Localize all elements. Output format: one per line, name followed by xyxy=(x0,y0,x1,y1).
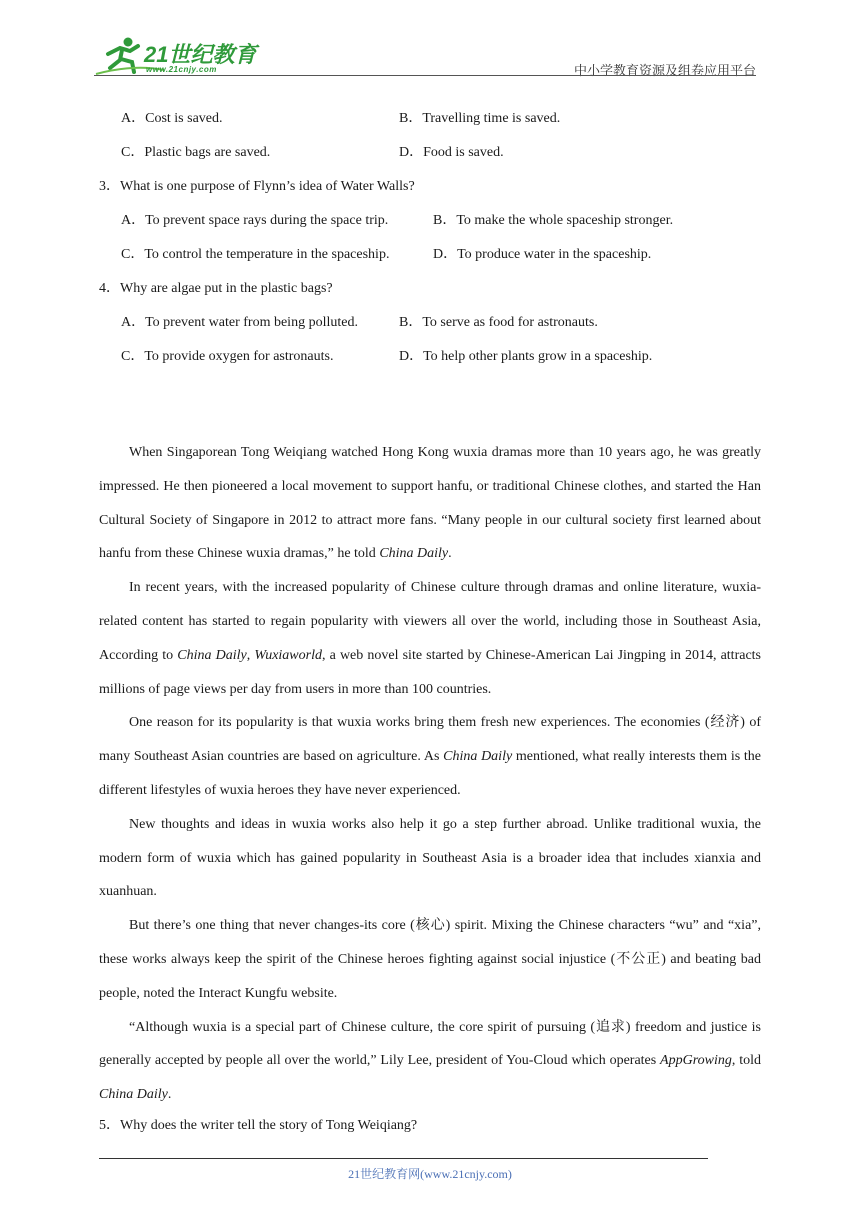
q3-option-b: B．To make the whole spaceship stronger. xyxy=(433,213,674,228)
p2-end: , a web novel site started by Chinese-American Lai Jingping in 2014, attracts millions of page views per day from users in more than 100 countries. xyxy=(99,647,761,697)
paragraph-3 xyxy=(99,706,761,807)
q3-stem: 3．What is one purpose of Flynn’s idea of Water Walls? xyxy=(99,179,415,194)
reading-passage xyxy=(99,436,761,1112)
q3-option-d: D．To produce water in the spaceship. xyxy=(433,247,652,262)
p1-text: When Singaporean Tong Weiqiang watched Hong Kong wuxia dramas more than 10 years ago, he was greatly impressed. He then pioneered a local movement to support hanfu, or traditional Chinese clothes, and started the Han Cultural Society of Singapore in 2012 to attract more fans. “Many people in our cultural society first learned about hanfu from these Chinese wuxia dramas,” he told xyxy=(99,445,761,562)
platform-title: 中小学教育资源及组卷应用平台 xyxy=(573,64,756,79)
p6-source-1: AppGrowing xyxy=(660,1053,732,1069)
question-block xyxy=(99,100,761,372)
p3-end: mentioned, what really interests them is the different lifestyles of wuxia heroes they have never experienced. xyxy=(99,749,761,798)
q3-option-c: C．To control the temperature in the spaceship. xyxy=(121,247,390,262)
q4-options-row-1 xyxy=(99,304,761,338)
paragraph-4: New thoughts and ideas in wuxia works also help it go a step further abroad. Unlike traditional wuxia, the modern form of wuxia which has gained popularity in Southeast Asia is a broader idea that includes xianxia and xuanhuan. xyxy=(99,816,761,900)
q2-option-a: A．Cost is saved. xyxy=(121,111,223,126)
q4-option-a: A．To prevent water from being polluted. xyxy=(121,315,358,330)
q3-options-row-2 xyxy=(99,236,761,270)
p2-sep: , xyxy=(246,647,255,663)
p1-end: . xyxy=(448,546,452,562)
paragraph-2 xyxy=(99,571,761,706)
q4-options-row-2 xyxy=(99,338,761,372)
q2-options-row-1 xyxy=(99,100,761,134)
paragraph-5: But there’s one thing that never changes-its core (核心) spirit. Mixing the Chinese characters “wu” and “xia”, these works always keep the spirit of the Chinese heroes fighting against social injustice (不公正) and beating bad people, noted the Interact Kungfu website. xyxy=(99,918,761,1001)
q2-option-b: B．Travelling time is saved. xyxy=(399,111,561,126)
p6-sep: , told xyxy=(731,1053,761,1069)
q2-options-row-2 xyxy=(99,134,761,168)
logo-url: www.21cnjy.com xyxy=(146,65,217,74)
footer-link[interactable]: 21世纪教育网(www.21cnjy.com) xyxy=(348,1167,512,1181)
p2-text: In recent years, with the increased popularity of Chinese culture through dramas and online literature, wuxia-related content has started to regain popularity with viewers all over the world, including those in Southeast Asia, According to xyxy=(99,580,761,663)
page-header xyxy=(94,34,756,78)
q5-stem: 5．Why does the writer tell the story of Tong Weiqiang? xyxy=(99,1118,418,1133)
q3-options-row-1 xyxy=(99,202,761,236)
q2-option-d: D．Food is saved. xyxy=(399,145,504,160)
p6-source-2: China Daily xyxy=(99,1087,168,1103)
q4-option-b: B．To serve as food for astronauts. xyxy=(399,315,598,330)
p2-source-2: Wuxiaworld xyxy=(254,647,322,663)
q4-option-c: C．To provide oxygen for astronauts. xyxy=(121,349,334,364)
q4-option-d: D．To help other plants grow in a spaceship. xyxy=(399,349,653,364)
q2-option-c: C．Plastic bags are saved. xyxy=(121,145,271,160)
p3-text: One reason for its popularity is that wuxia works bring them fresh new experiences. The economies (经济) of many Southeast Asian countries are based on agriculture. As xyxy=(99,715,761,765)
header-divider xyxy=(94,75,756,76)
p3-source: China Daily xyxy=(443,749,513,765)
q3-option-a: A．To prevent space rays during the space trip. xyxy=(121,213,389,228)
q4-stem: 4．Why are algae put in the plastic bags? xyxy=(99,281,333,296)
p6-end: . xyxy=(167,1087,172,1103)
p6-text: “Although wuxia is a special part of Chinese culture, the core spirit of pursuing (追求) freedom and justice is generally accepted by people all over the world,” Lily Lee, president of You-Cloud which operates xyxy=(99,1019,761,1069)
paragraph-6 xyxy=(99,1011,761,1112)
footer-divider xyxy=(99,1158,708,1159)
p2-source-1: China Daily xyxy=(177,647,247,663)
logo-text: 21世纪教育 xyxy=(144,42,257,67)
p1-source: China Daily xyxy=(379,546,449,562)
paragraph-1 xyxy=(99,436,761,571)
